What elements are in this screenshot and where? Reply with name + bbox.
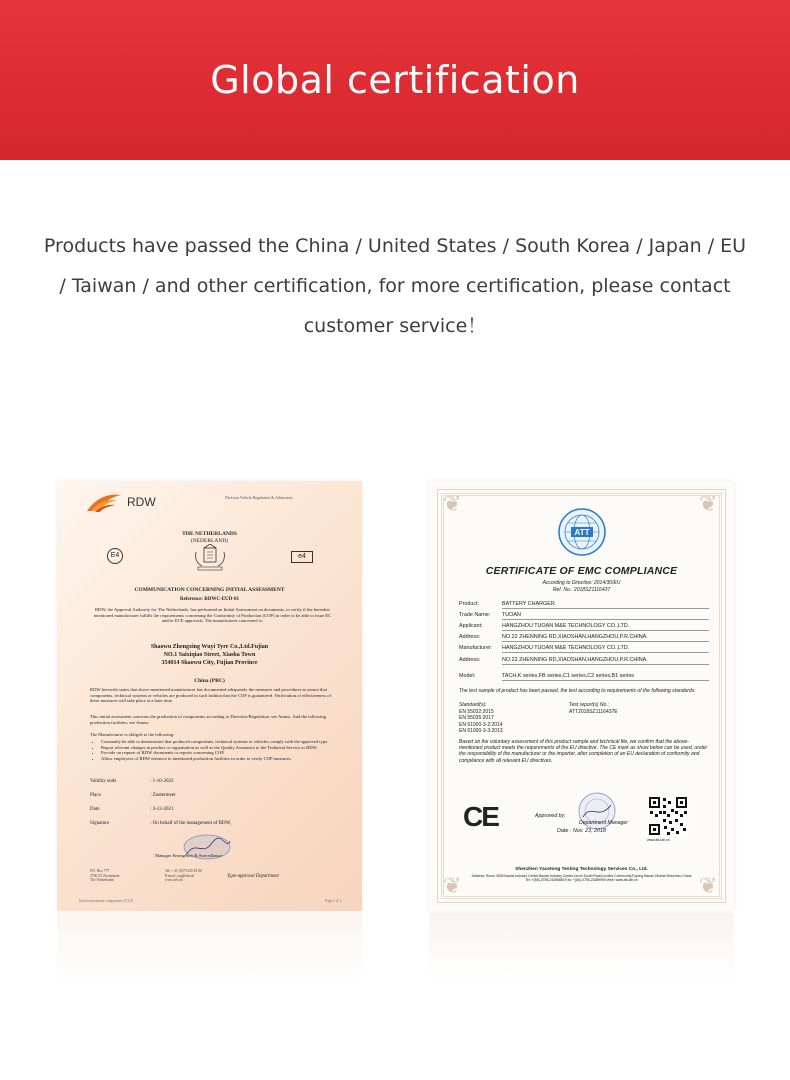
- row-value: : 1-10-2022: [150, 779, 174, 784]
- page-title: Global certification: [210, 58, 580, 102]
- company-address-line: 354014 Shaowu City, Fujian Province: [161, 660, 258, 666]
- intro-line: Products have passed the China / United States / South Korea / Japan / EU: [43, 235, 747, 257]
- rdw-flame-icon: [85, 491, 123, 513]
- qr-code-icon: [647, 795, 689, 837]
- emc-field-row: [459, 634, 709, 642]
- emc-based-text: Based on the voluntary assessment of this product sample and technical file, we confirm that the above-mentioned product meets the requirements of the EU directive. The CE mark as show below can be used, under the responsibility of the manufacturer or the importer, after completion of an EU declaration of conformity and compliance with all relevant EU directives.: [459, 739, 708, 764]
- field-key: Trade Name:: [459, 612, 491, 618]
- emc-field-row: [459, 601, 709, 609]
- field-value: TACH,K series,FB series,C1 series,C2 series,B1 series: [502, 673, 709, 681]
- rdw-postal-address: P.O. Box 777 2700 AT Zoetermeer The Netherlands: [90, 869, 120, 882]
- field-value: HANGZHOU TUOAN M&E TECHNOLOGY CO.,LTD.: [502, 645, 709, 653]
- rdw-obligation-list: [101, 739, 336, 761]
- emc-footer-company: Shenzhen Yacetong Testing Technology Services Co., Ltd.: [515, 867, 648, 872]
- rdw-place-row: [90, 793, 340, 798]
- standard-item: EN 61000-3-2:2014: [459, 721, 503, 728]
- header-banner: [0, 0, 790, 160]
- field-key: Product:: [459, 601, 480, 607]
- emc-test-text: The test sample of product has been passed, the test according to requirements of the following standards:: [459, 688, 696, 694]
- emc-field-row: [459, 657, 709, 665]
- field-value: NO.22 ZHENNING RD,XIAOSHAN,HANGZHOU,P.R.CHINA.: [502, 657, 709, 665]
- emc-directive: According to Directive: 2014/30/EU: [542, 580, 621, 586]
- rdw-contact: Tel. + 31 (0)79 345 81 00 E-mail: cop@rdw.nl www.rdw.nl: [165, 869, 202, 882]
- corner-ornament-icon: ❦: [699, 491, 718, 516]
- emc-field-row: [459, 645, 709, 653]
- emc-certificate-image: [429, 481, 734, 911]
- emc-field-row: [459, 612, 709, 620]
- rdw-signature-row: [90, 821, 340, 826]
- emc-ref: Ref. No.: 2018SZ1116437: [552, 587, 611, 593]
- rdw-country: [57, 531, 362, 545]
- att-url: www.att-lab.cn: [647, 838, 670, 842]
- rdw-states-text: RDW herewith states that above mentioned manufacturer has documented adequately the measures and procedures to assure that components, technical systems or vehicles are produced in such fashion that the COP is guaranteed. Verification of effectiveness of these measures will take place at a later time.: [90, 687, 332, 704]
- rdw-certificate-image: [57, 481, 362, 911]
- certificate-date: Date : Nov. 23, 2018: [557, 828, 607, 834]
- emc-certificate-reflection: [429, 913, 734, 983]
- country-name: THE NETHERLANDS: [182, 531, 237, 537]
- row-value: : Zoetermeer: [150, 793, 176, 798]
- intro-line: / Taiwan / and other certification, for more certification, please contact: [59, 275, 731, 297]
- field-key: Address:: [459, 634, 481, 640]
- rdw-validity-row: [90, 779, 340, 784]
- list-item: • Allow employees of RDW entrance to mentioned production facilities in order to verify COP measures.: [101, 756, 336, 762]
- field-key: Model:: [459, 673, 476, 679]
- rdw-page-number: Page 1 of 1: [325, 899, 342, 903]
- field-value: BATTERY CHARGER: [502, 601, 709, 609]
- field-value: HANGZHOU TUOAN M&E TECHNOLOGY CO.,LTD.: [502, 623, 709, 631]
- report-label: Test report(s) No.:: [569, 702, 610, 708]
- row-key: Place: [90, 793, 101, 798]
- rdw-manager: Manager Emergence & Surveillance: [155, 853, 222, 858]
- rdw-country2: China (PRC): [194, 678, 225, 684]
- field-key: Manufacturer:: [459, 645, 493, 651]
- list-item: • Constantly be able to demonstrate that produced components, technical systems or vehicles comply with the approved type.: [101, 739, 336, 745]
- rdw-reference: Reference: RDWC-EUD-01: [180, 597, 239, 602]
- rdw-obliged-text: The Manufacturer is obliged to the following:: [90, 732, 175, 737]
- corner-ornament-icon: ❦: [443, 873, 462, 898]
- standard-item: EN 61000-3-3:2013: [459, 728, 503, 735]
- emc-field-row: [459, 623, 709, 631]
- corner-ornament-icon: ❦: [699, 873, 718, 898]
- approved-by-label: Approved by:: [535, 813, 566, 819]
- country-local: (NEDERLAND): [190, 538, 229, 544]
- standard-item: EN 55032:2015: [459, 708, 494, 715]
- netherlands-coat-of-arms-icon: [192, 544, 228, 572]
- rdw-date-row: [90, 807, 340, 812]
- row-key: Signature: [90, 821, 110, 826]
- emc-standards: [459, 702, 503, 735]
- company-address-line: NO.1 Saixiqiao Street, Xiasha Town: [163, 652, 256, 658]
- report-number: ATT2018SZ1116437E: [569, 708, 618, 715]
- field-key: Address:: [459, 657, 481, 663]
- row-key: Date: [90, 807, 100, 812]
- emc-field-row: [459, 673, 709, 681]
- standard-item: EN 55035:2017: [459, 715, 494, 722]
- department-manager: Department Manager: [579, 820, 629, 826]
- emc-report: [569, 702, 618, 715]
- rdw-logo-text: RDW: [127, 495, 156, 509]
- intro-text: [20, 226, 770, 346]
- rdw-scope-text: This initial assessment concerns the production of components according to Directive/Regulation: see Annex. And the following production facilities: see Annex.: [90, 714, 327, 725]
- company-name: Shaowu Zhengxing Wuyi Tyre Co.,Ltd.Fujian: [150, 644, 269, 650]
- e4-box-mark: e4: [291, 551, 313, 563]
- rdw-company: [57, 643, 362, 667]
- row-key: Validity ends: [90, 779, 117, 784]
- emc-title: CERTIFICATE OF EMC COMPLIANCE: [485, 565, 678, 577]
- row-value: : 3-12-2021: [150, 807, 174, 812]
- rdw-doc-version: Initial assessment components (V2.0): [79, 899, 134, 903]
- emc-footer-address: Address: Room 3505 Baoda Industry Center,Baoda Industry Center,Liuxin South Road,Liuxiha Community,Fuyong Baoan District,Shenzhen,China Tel: +(86)-0755-23288883 Fax: +(86)-0755-23289990 Web: www.att-lab.cn: [471, 874, 692, 883]
- ce-mark: CE: [463, 801, 498, 832]
- list-item: • Provide on request of RDW documents or reports concerning COP.: [101, 750, 336, 756]
- field-value: NO.22 ZHENNING RD,XIAOSHAN,HANGZHOU,P.R.CHINA.: [502, 634, 709, 642]
- rdw-type-approval: Type-approval Department: [227, 874, 279, 879]
- rdw-logo: [85, 491, 156, 513]
- standards-label: Standard(s):: [459, 702, 487, 708]
- field-key: Applicant:: [459, 623, 483, 629]
- e4-circle-mark: E4: [107, 548, 123, 564]
- att-logo-text: ATT: [574, 528, 590, 537]
- rdw-certificate-reflection: [57, 913, 362, 983]
- list-item: • Report relevant changes in product or organisation as well as the Quality Assurance to the Technical Service or RDW.: [101, 745, 336, 751]
- intro-line: customer service！: [303, 315, 487, 337]
- corner-ornament-icon: ❦: [443, 491, 462, 516]
- rdw-title: COMMUNICATION CONCERNING INITIAL ASSESSMENT: [134, 587, 285, 593]
- row-value: : On behalf of the management of RDW,: [150, 821, 232, 826]
- att-globe-logo-icon: [557, 507, 607, 557]
- rdw-division: Division Vehicle Regulation & Admission: [225, 495, 293, 500]
- rdw-intro-text: RDW, the Approval Authority for The Netherlands, has performed an Initial Assessment on documents, to verify if the hereafter mentioned manufacturer fulfills the requirements concerning the Conformity of Production (COP) in order to be able to issue EC and/or ECE approvals. The manufacturer concerned is:: [93, 607, 332, 624]
- field-value: TUOAN: [502, 612, 709, 620]
